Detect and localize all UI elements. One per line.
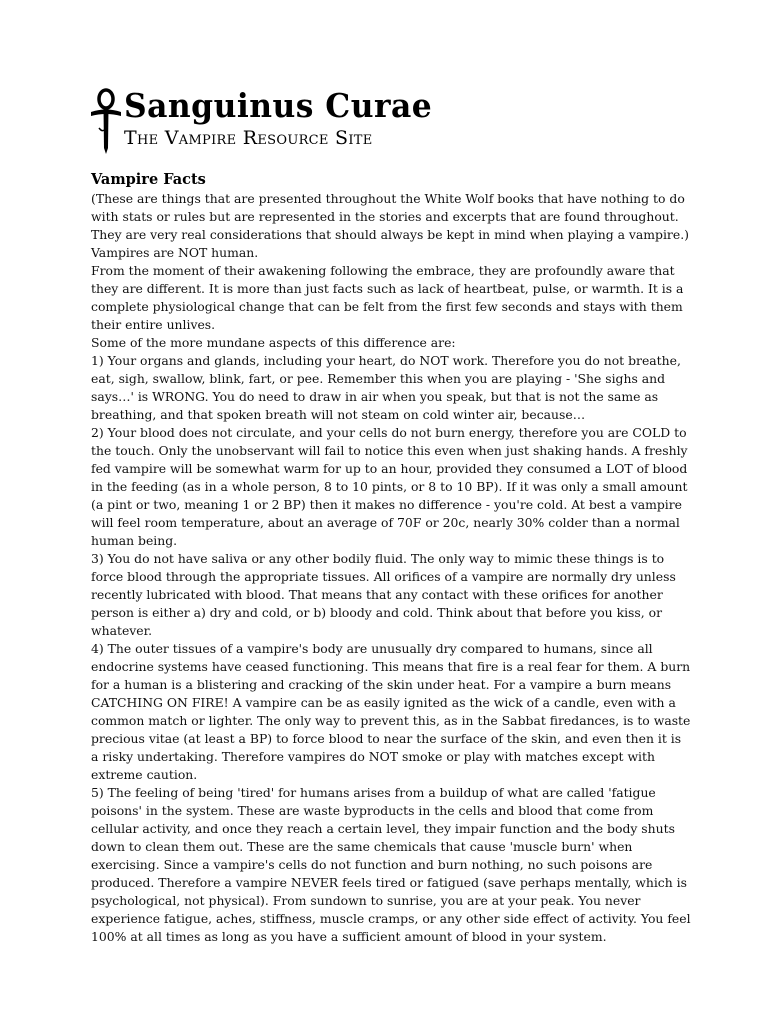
site-logo [88, 86, 433, 154]
logo-title: Sanguinus Curae [124, 86, 433, 125]
fact-item-1: 1) Your organs and glands, including your heart, do NOT work. Therefore you do not breathe, eat, sigh, swallow, blink, fart, or pee. Remember this when you are playing - 'She sighs and says…' is WRONG. You do need to draw in air when you speak, but that is not the same as breathing, and that spoken breath will not steam on cold winter air, because… [91, 353, 681, 422]
body-paragraph: From the moment of their awakening following the embrace, they are profoundly aware that they are different. It is more than just facts such as lack of heartbeat, pulse, or warmth. It is a complete physiological change that can be felt from the first few seconds and stays with them their entire unlives. [91, 263, 684, 332]
fact-item-3: 3) You do not have saliva or any other bodily fluid. The only way to mimic these things is to force blood through the appropriate tissues. All orifices of a vampire are normally dry unless recently lubricated with blood. That means that any contact with these orifices for another person is either a) dry and cold, or b) bloody and cold. Think about that before you kiss, or whatever. [91, 551, 676, 638]
list-intro-paragraph: Some of the more mundane aspects of this difference are: [91, 335, 456, 350]
fact-item-5: 5) The feeling of being 'tired' for humans arises from a buildup of what are called 'fatigue poisons' in the system. These are waste byproducts in the cells and blood that come from cellular activity, and once they reach a certain level, they impair function and the body shuts down to clean them out. These are the same chemicals that cause 'muscle burn' when exercising. Since a vampire's cells do not function and burn nothing, no such poisons are produced. Therefore a vampire NEVER feels tired or fatigued (save perhaps mentally, which is psychological, not physical). From sundown to sunrise, you are at your peak. You never experience fatigue, aches, stiffness, muscle cramps, or any other side effect of activity. You feel 100% at all times as long as you have a sufficient amount of blood in your system. [91, 785, 691, 944]
article [91, 170, 691, 946]
logo-subtitle: The Vampire Resource Site [124, 127, 373, 149]
fact-item-4: 4) The outer tissues of a vampire's body are unusually dry compared to humans, since all endocrine systems have ceased functioning. This means that fire is a real fear for them. A burn for a human is a blistering and cracking of the skin under heat. For a vampire a burn means CATCHING ON FIRE! A vampire can be as easily ignited as the wick of a candle, even with a common match or lighter. The only way to prevent this, as in the Sabbat firedances, is to waste precious vitae (at least a BP) to force blood to near the surface of the skin, and even then it is a risky undertaking. Therefore vampires do NOT smoke or play with matches except with extreme caution. [91, 641, 691, 782]
statement-paragraph: Vampires are NOT human. [91, 245, 259, 260]
intro-paragraph: (These are things that are presented throughout the White Wolf books that have nothing to do with stats or rules but are represented in the stories and excerpts that are found throughout. They are very real considerations that should always be kept in mind when playing a vampire.) [91, 191, 689, 242]
fact-item-2: 2) Your blood does not circulate, and your cells do not burn energy, therefore you are COLD to the touch. Only the unobservant will fail to notice this even when just shaking hands. A freshly fed vampire will be somewhat warm for up to an hour, provided they consumed a LOT of blood in the feeding (as in a whole person, 8 to 10 pints, or 8 to 10 BP). If it was only a small amount (a pint or two, meaning 1 or 2 BP) then it makes no difference - you're cold. At best a vampire will feel room temperature, about an average of 70F or 20c, nearly 30% colder than a normal human being. [91, 425, 688, 548]
ankh-icon [88, 88, 124, 154]
article-heading: Vampire Facts [91, 171, 206, 188]
